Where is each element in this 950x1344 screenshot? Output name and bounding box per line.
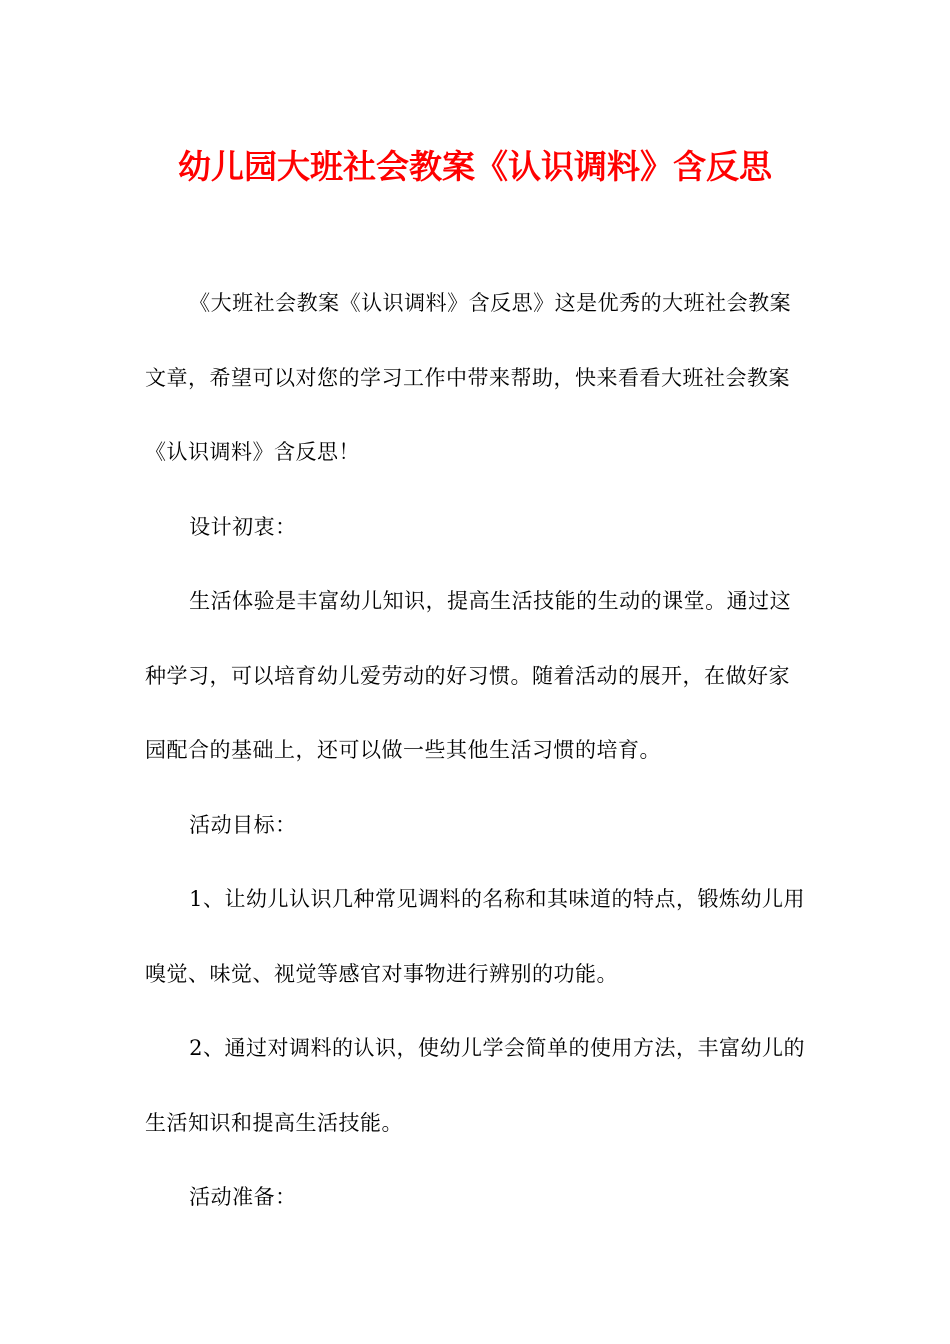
design-intent-paragraph: 生活体验是丰富幼儿知识，提高生活技能的生动的课堂。通过这种学习，可以培育幼儿爱劳动的好习惯。随着活动的展开，在做好家园配合的基础上，还可以做一些其他生活习惯的培育。 [145, 589, 792, 762]
goal-item-2: 2、通过对调料的认识，使幼儿学会简单的使用方法，丰富幼儿的生活知识和提高生活技能。 [145, 1036, 805, 1135]
section-heading-activity-preparation: 活动准备： [189, 1185, 297, 1209]
section-heading-activity-goals: 活动目标： [189, 812, 297, 837]
document-body [145, 266, 805, 1235]
document-title: 幼儿园大班社会教案《认识调料》含反思 [178, 147, 772, 186]
intro-paragraph: 《大班社会教案《认识调料》含反思》这是优秀的大班社会教案文章，希望可以对您的学习工作中带来帮助，快来看看大班社会教案《认识调料》含反思！ [145, 291, 792, 464]
goal-item-1: 1、让幼儿认识几种常见调料的名称和其味道的特点，锻炼幼儿用嗅觉、味觉、视觉等感官对事物进行辨别的功能。 [145, 887, 805, 986]
section-heading-design-intent: 设计初衷： [189, 514, 297, 539]
